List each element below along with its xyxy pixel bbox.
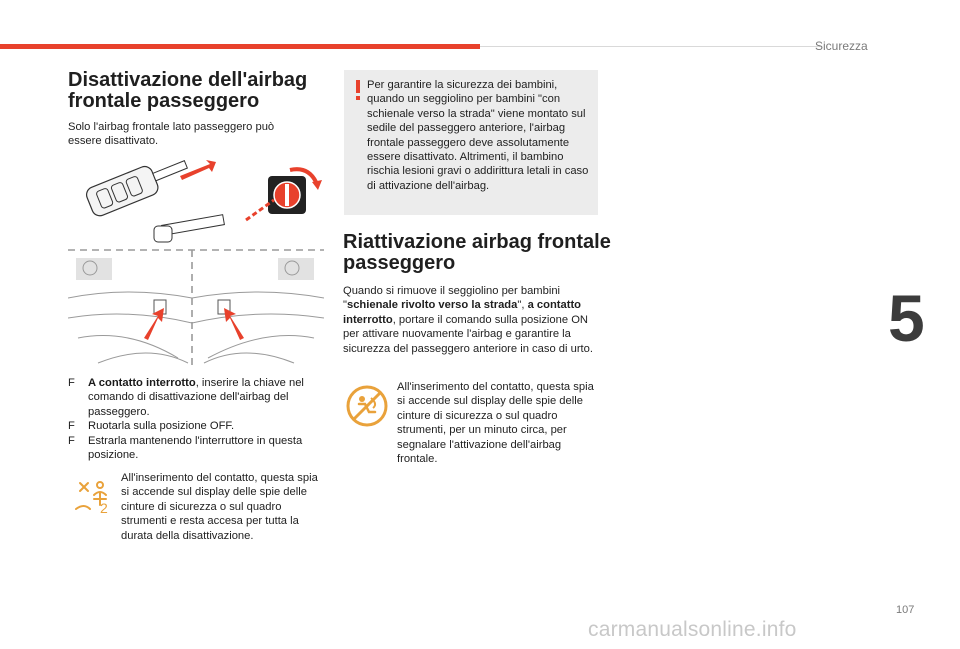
deactivation-title-line-2: frontale passeggero (68, 90, 260, 112)
reactivation-paragraph: Quando si rimuove il seggiolino per bambini "schienale rivolto verso la strada", a contatto interrotto, portare il comando sulla posizione ON per attivare nuovamente l'airbag e garantire la sicurezza del passeggero anteriore in caso di urto. (343, 285, 593, 355)
exclamation-icon (352, 80, 364, 100)
header-rule (480, 46, 820, 47)
key-blade-drawing (154, 215, 224, 242)
dashboard-drawing (68, 258, 324, 363)
deactivation-title-line-1: Disattivazione dell'airbag (68, 69, 308, 91)
deactivation-lamp-text: All'inserimento del contatto, questa spia si accende sul display delle spie delle cinture di sicurezza o sul quadro strumenti e resta accesa per tutta la durata della disattivazione. (121, 472, 318, 542)
bullet-mark: F (68, 420, 75, 433)
airbag-off-lamp-icon (72, 479, 114, 515)
airbag-on-lamp-icon (345, 384, 389, 428)
warning-text: Per garantire la sicurezza dei bambini, quando un seggiolino per bambini "con schienale verso la strada" viene montato sul sedile del passeggero anteriore, l'airbag frontale passeggero deve assolutamente essere disattivato. Altrimenti, il bambino rischia lesioni gravi o addirittura letali in caso di attivazione dell'airbag. (367, 79, 589, 192)
reactivation-lamp-text: All'inserimento del contatto, questa spia si accende sul display delle spie delle cinture di sicurezza o sul quadro strumenti, per un minuto circa, per segnalare l'attivazione dell'airbag frontale. (397, 381, 594, 466)
bullet-mark: F (68, 434, 75, 447)
section-name: Sicurezza (815, 39, 868, 53)
deactivation-steps (68, 376, 324, 462)
svg-text:2: 2 (100, 500, 108, 515)
bullet-mark: F (68, 377, 75, 389)
key-fob-drawing (84, 158, 192, 218)
chapter-number: 5 (888, 281, 925, 355)
step-2: F Ruotarla sulla posizione OFF. (68, 420, 235, 433)
reactivation-title (343, 232, 613, 274)
page-number: 107 (896, 604, 915, 616)
warning-box (344, 70, 598, 215)
airbag-switch-drawing (246, 169, 322, 220)
deactivation-title (68, 70, 328, 112)
deactivation-intro: Solo l'airbag frontale lato passeggero può essere disattivato. (68, 121, 275, 148)
step-3: F Estrarla mantenendo l'interruttore in questa posizione. (68, 434, 303, 462)
reactivation-title-line-1: Riattivazione airbag frontale (343, 231, 611, 253)
watermark: carmanualsonline.info (588, 618, 797, 641)
header-accent-bar (0, 44, 480, 49)
step-1: F A contatto interrotto, inserire la chiave nel comando di disattivazione dell'airbag del passeggero. (68, 377, 304, 418)
reactivation-title-line-2: passeggero (343, 252, 456, 274)
airbag-switch-illustration (68, 158, 324, 370)
